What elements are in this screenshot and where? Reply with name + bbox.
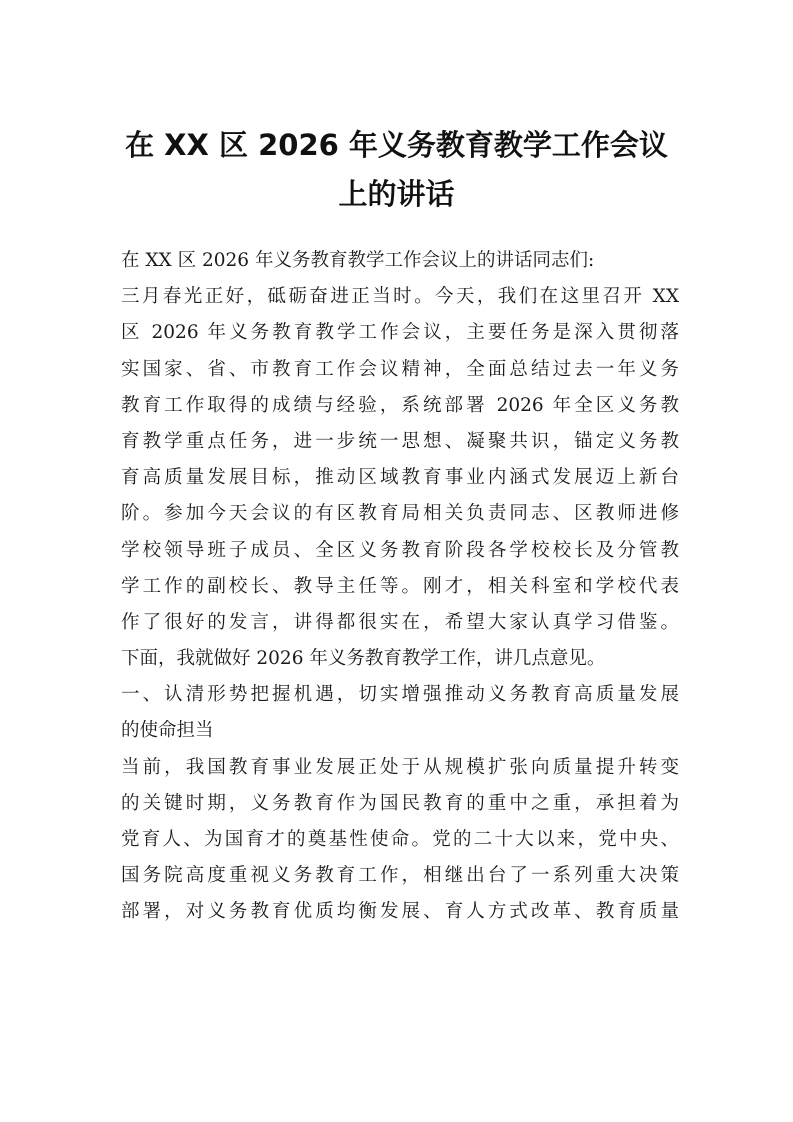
body-line: 下面，我就做好 2026 年义务教育教学工作，讲几点意见。 [121, 648, 606, 670]
document-body [121, 243, 679, 931]
body-line: 党育人、为国育才的奠基性使命。党的二十大以来，党中央、 [121, 829, 679, 850]
body-line: 学校领导班子成员、全区义务教育阶段各学校校长及分管教 [121, 539, 679, 561]
body-line: 当前，我国教育事业发展正处于从规模扩张向质量提升转变 [121, 756, 679, 778]
body-line: 区 2026 年义务教育教学工作会议，主要任务是深入贯彻落 [121, 322, 679, 344]
body-line: 实国家、省、市教育工作会议精神，全面总结过去一年义务 [121, 358, 679, 380]
body-line: 教育工作取得的成绩与经验，系统部署 2026 年全区义务教 [121, 394, 679, 416]
body-line: 的关键时期，义务教育作为国民教育的重中之重，承担着为 [121, 792, 679, 814]
body-line: 三月春光正好，砥砺奋进正当时。今天，我们在这里召开 XX [121, 286, 679, 308]
body-line: 国务院高度重视义务教育工作，相继出台了一系列重大决策 [121, 865, 679, 887]
body-line: 作了很好的发言，讲得都很实在，希望大家认真学习借鉴。 [121, 611, 679, 633]
section-heading-line: 的使命担当 [121, 720, 214, 742]
section-heading-line: 一、认清形势把握机遇，切实增强推动义务教育高质量发展 [121, 684, 679, 706]
body-line: 在 XX 区 2026 年义务教育教学工作会议上的讲话同志们: [121, 250, 595, 271]
body-line: 部署，对义务教育优质均衡发展、育人方式改革、教育质量 [121, 901, 679, 923]
body-line: 育高质量发展目标，推动区域教育事业内涵式发展迈上新台 [121, 467, 679, 489]
body-line: 阶。参加今天会议的有区教育局相关负责同志、区教师进修 [121, 503, 679, 525]
body-line: 学工作的副校长、教导主任等。刚才，相关科室和学校代表 [121, 575, 679, 597]
document-title-line-1: 在 XX 区 2026 年义务教育教学工作会议 [125, 128, 668, 162]
body-line: 育教学重点任务，进一步统一思想、凝聚共识，锚定义务教 [121, 430, 679, 452]
document-title-line-2: 上的讲话 [338, 177, 455, 211]
